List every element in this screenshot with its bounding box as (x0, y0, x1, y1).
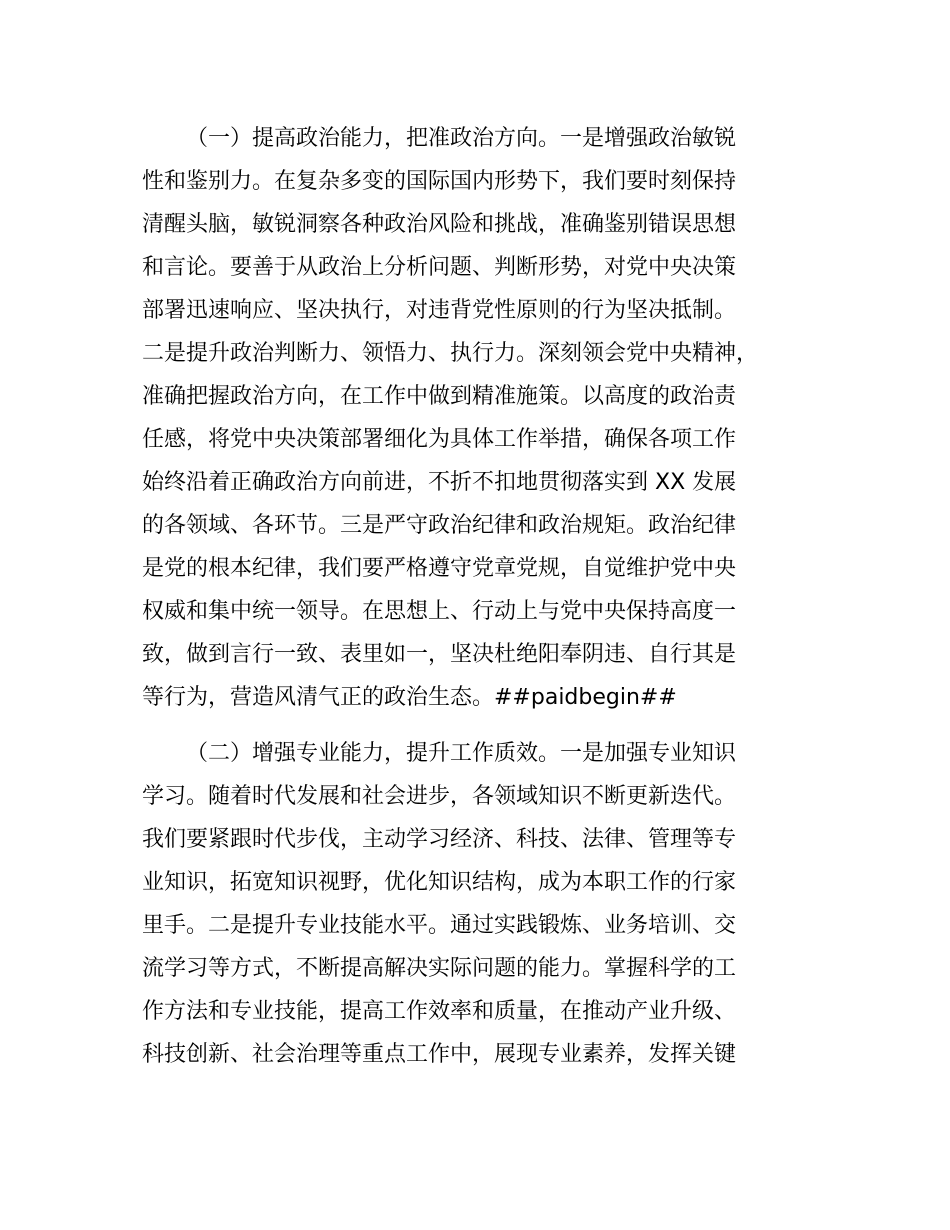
paragraph-2-line-6: 流学习等方式，不断提高解决实际问题的能力。掌握科学的工 (142, 956, 737, 981)
paragraph-1-line-13: 致，做到言行一致、表里如一，坚决杜绝阳奉阴违、自行其是 (142, 642, 737, 667)
paragraph-2-line-2: 学习。随着时代发展和社会进步，各领域知识不断更新迭代。 (142, 784, 737, 809)
paragraph-2-line-7: 作方法和专业技能，提高工作效率和质量，在推动产业升级、 (142, 999, 737, 1024)
paragraph-1-line-8: 任感，将党中央决策部署细化为具体工作举措，确保各项工作 (142, 427, 737, 452)
paragraph-2-line-5: 里手。二是提升专业技能水平。通过实践锻炼、业务培训、交 (142, 913, 737, 938)
paragraph-1-line-1: （一）提高政治能力，把准政治方向。一是增强政治敏锐 (186, 126, 737, 151)
paragraph-1-line-4: 和言论。要善于从政治上分析问题、判断形势，对党中央决策 (142, 255, 737, 280)
paragraph-2-line-4: 业知识，拓宽知识视野，优化知识结构，成为本职工作的行家 (142, 870, 737, 895)
paragraph-1-line-7: 准确把握政治方向，在工作中做到精准施策。以高度的政治责 (142, 384, 737, 409)
paragraph-1-line-3: 清醒头脑，敏锐洞察各种政治风险和挑战，准确鉴别错误思想 (142, 212, 737, 237)
paragraph-2-line-3: 我们要紧跟时代步伐，主动学习经济、科技、法律、管理等专 (142, 827, 737, 852)
paragraph-1-line-14: 等行为，营造风清气正的政治生态。##paidbegin## (142, 685, 677, 710)
paragraph-1-line-9: 始终沿着正确政治方向前进，不折不扣地贯彻落实到 XX 发展 (142, 470, 737, 495)
paragraph-1-line-12: 权威和集中统一领导。在思想上、行动上与党中央保持高度一 (142, 599, 737, 624)
paragraph-1-line-11: 是党的根本纪律，我们要严格遵守党章党规，自觉维护党中央 (142, 556, 737, 581)
paragraph-1-line-6: 二是提升政治判断力、领悟力、执行力。深刻领会党中央精神， (142, 341, 759, 366)
paragraph-1-line-10: 的各领域、各环节。三是严守政治纪律和政治规矩。政治纪律 (142, 513, 737, 538)
paragraph-2-line-1: （二）增强专业能力，提升工作质效。一是加强专业知识 (186, 741, 737, 766)
paragraph-1-line-2: 性和鉴别力。在复杂多变的国际国内形势下，我们要时刻保持 (142, 169, 737, 194)
paragraph-2-line-8: 科技创新、社会治理等重点工作中，展现专业素养，发挥关键 (142, 1042, 737, 1067)
paragraph-1-line-5: 部署迅速响应、坚决执行，对违背党性原则的行为坚决抵制。 (142, 298, 737, 323)
